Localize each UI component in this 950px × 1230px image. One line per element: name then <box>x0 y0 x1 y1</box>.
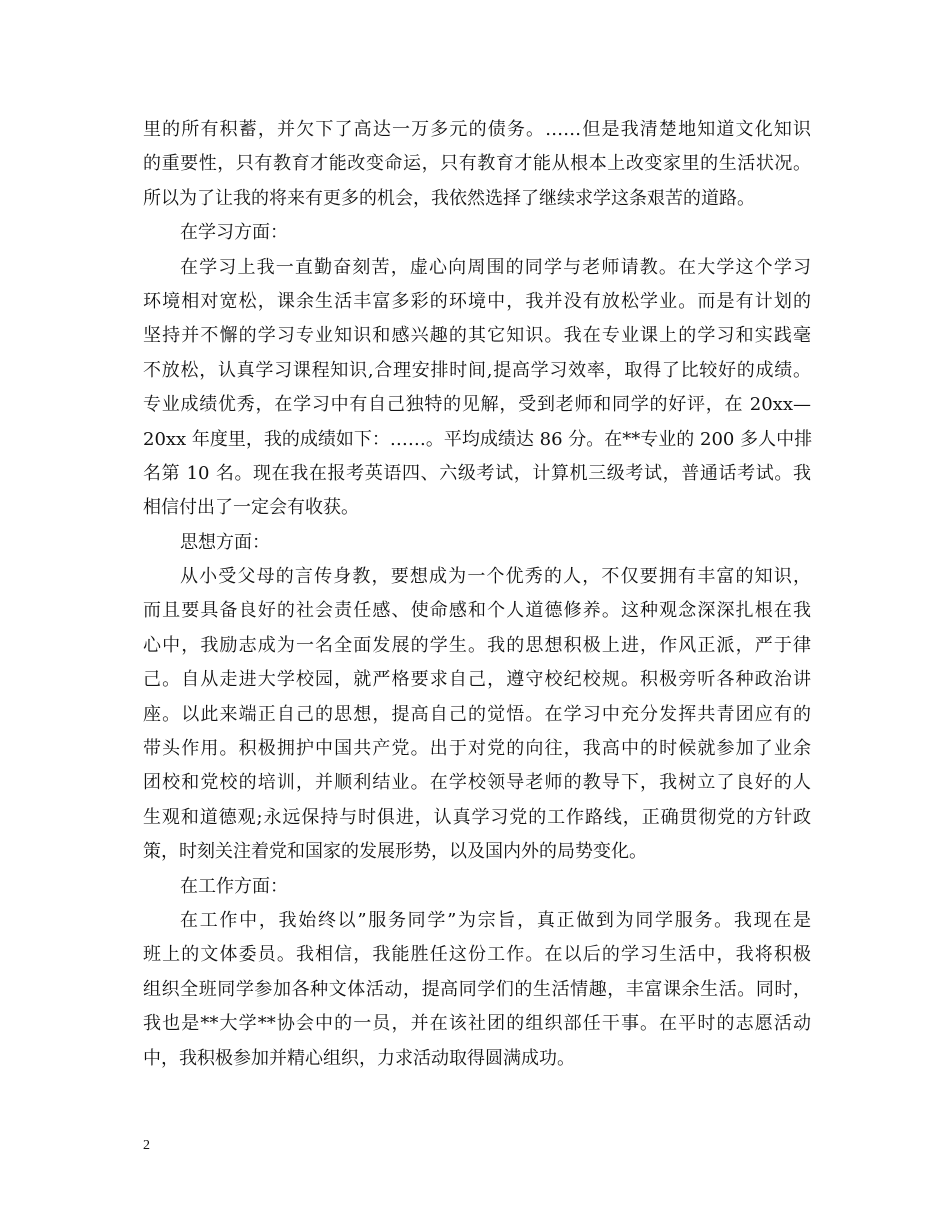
text-line: 带头作用。积极拥护中国共产党。出于对党的向往，我高中的时候就参加了业余 <box>143 738 811 760</box>
text-line: 而且要具备良好的社会责任感、使命感和个人道德修养。这种观念深深扎根在我 <box>143 600 811 622</box>
section-heading-work: 在工作方面： <box>180 875 288 897</box>
text-line: 在工作中，我始终以”服务同学”为宗旨，真正做到为同学服务。我现在是 <box>180 909 811 931</box>
text-line: 班上的文体委员。我相信，我能胜任这份工作。在以后的学习生活中，我将积极 <box>143 944 811 966</box>
text-line: 中，我积极参加并精心组织，力求活动取得圆满成功。 <box>143 1047 575 1069</box>
text-line: 坚持并不懈的学习专业知识和感兴趣的其它知识。我在专业课上的学习和实践毫 <box>143 325 811 347</box>
text-line: 组织全班同学参加各种文体活动，提高同学们的生活情趣，丰富课余生活。同时， <box>143 978 811 1000</box>
text-line: 座。以此来端正自己的思想，提高自己的觉悟。在学习中充分发挥共青团应有的 <box>143 703 811 725</box>
text-line: 策，时刻关注着党和国家的发展形势，以及国内外的局势变化。 <box>143 841 647 863</box>
text-line: 的重要性，只有教育才能改变命运，只有教育才能从根本上改变家里的生活状况。 <box>143 153 811 175</box>
text-line: 所以为了让我的将来有更多的机会，我依然选择了继续求学这条艰苦的道路。 <box>143 187 755 209</box>
text-line: 团校和党校的培训，并顺利结业。在学校领导老师的教导下，我树立了良好的人 <box>143 772 811 794</box>
section-heading-study: 在学习方面： <box>180 222 288 244</box>
text-line: 心中，我励志成为一名全面发展的学生。我的思想积极上进，作风正派，严于律 <box>143 634 811 656</box>
text-line: 不放松，认真学习课程知识,合理安排时间,提高学习效率，取得了比较好的成绩。 <box>143 359 811 381</box>
text-line: 己。自从走进大学校园，就严格要求自己，遵守校纪校规。积极旁听各种政治讲 <box>143 669 811 691</box>
text-line: 名第 10 名。现在我在报考英语四、六级考试，计算机三级考试，普通话考试。我 <box>143 462 811 484</box>
text-line: 我也是**大学**协会中的一员，并在该社团的组织部任干事。在平时的志愿活动 <box>143 1013 811 1035</box>
text-line: 相信付出了一定会有收获。 <box>143 497 359 519</box>
text-line: 专业成绩优秀，在学习中有自己独特的见解，受到老师和同学的好评，在 20xx— <box>143 394 811 416</box>
text-line: 环境相对宽松，课余生活丰富多彩的环境中，我并没有放松学业。而是有计划的 <box>143 290 811 312</box>
text-line: 在学习上我一直勤奋刻苦，虚心向周围的同学与老师请教。在大学这个学习 <box>180 256 811 278</box>
text-line: 生观和道德观;永远保持与时俱进，认真学习党的工作路线，正确贯彻党的方针政 <box>143 806 811 828</box>
text-line: 从小受父母的言传身教，要想成为一个优秀的人，不仅要拥有丰富的知识， <box>180 566 811 588</box>
page-number: 2 <box>143 1138 150 1153</box>
text-line: 20xx 年度里，我的成绩如下：……。平均成绩达 86 分。在**专业的 200 多人中排 <box>143 428 813 450</box>
text-line: 里的所有积蓄，并欠下了高达一万多元的债务。……但是我清楚地知道文化知识 <box>143 119 811 140</box>
document-body <box>143 113 811 1076</box>
section-heading-thought: 思想方面： <box>180 531 270 553</box>
